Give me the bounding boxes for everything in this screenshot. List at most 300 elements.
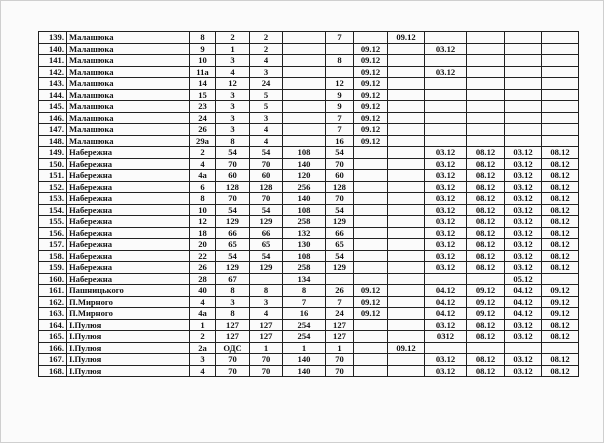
row-number-cell: 148. — [39, 135, 67, 147]
street-name-cell: І.Пулюя — [67, 354, 190, 366]
value-1-cell: 8 — [216, 135, 250, 147]
date-3-cell: 04.12 — [425, 296, 467, 308]
date-4-cell: 08.12 — [467, 170, 505, 182]
value-3-cell: 130 — [283, 239, 326, 251]
street-name-cell: Малашюка — [67, 32, 190, 44]
table-row — [39, 78, 579, 90]
date-6-cell: 08.12 — [542, 331, 579, 343]
table-row — [39, 331, 579, 343]
value-4-cell: 54 — [326, 204, 354, 216]
date-1-cell: 09.12 — [354, 135, 388, 147]
value-1-cell: 3 — [216, 296, 250, 308]
date-3-cell — [425, 112, 467, 124]
value-4-cell: 1 — [326, 342, 354, 354]
date-4-cell: 08.12 — [467, 147, 505, 159]
value-3-cell — [283, 55, 326, 67]
date-2-cell — [388, 124, 425, 136]
value-4-cell: 16 — [326, 135, 354, 147]
street-name-cell: І.Пулюя — [67, 319, 190, 331]
date-5-cell — [505, 89, 542, 101]
row-number-cell: 155. — [39, 216, 67, 228]
date-3-cell: 03.12 — [425, 250, 467, 262]
date-3-cell: 0312 — [425, 331, 467, 343]
value-3-cell: 258 — [283, 262, 326, 274]
date-3-cell: 03.12 — [425, 147, 467, 159]
date-1-cell — [354, 32, 388, 44]
date-6-cell — [542, 112, 579, 124]
date-2-cell — [388, 273, 425, 285]
date-2-cell — [388, 170, 425, 182]
value-1-cell: 3 — [216, 89, 250, 101]
date-6-cell — [542, 101, 579, 113]
date-3-cell: 03.12 — [425, 365, 467, 377]
date-3-cell — [425, 55, 467, 67]
value-4-cell — [326, 66, 354, 78]
date-1-cell — [354, 273, 388, 285]
value-1-cell: 12 — [216, 78, 250, 90]
house-number-cell: 10 — [190, 55, 216, 67]
value-1-cell: 54 — [216, 250, 250, 262]
date-3-cell: 03.12 — [425, 216, 467, 228]
date-2-cell — [388, 78, 425, 90]
street-name-cell: Набережна — [67, 262, 190, 274]
value-4-cell: 9 — [326, 101, 354, 113]
date-2-cell — [388, 193, 425, 205]
row-number-cell: 151. — [39, 170, 67, 182]
street-name-cell: П.Мирного — [67, 296, 190, 308]
date-5-cell — [505, 55, 542, 67]
street-name-cell: Набережна — [67, 147, 190, 159]
value-4-cell: 129 — [326, 216, 354, 228]
table-row — [39, 66, 579, 78]
value-2-cell: 3 — [250, 112, 283, 124]
value-4-cell — [326, 43, 354, 55]
value-2-cell: 3 — [250, 66, 283, 78]
value-1-cell: 70 — [216, 354, 250, 366]
date-5-cell: 03.12 — [505, 204, 542, 216]
table-row — [39, 158, 579, 170]
date-1-cell: 09.12 — [354, 112, 388, 124]
date-2-cell — [388, 43, 425, 55]
date-3-cell — [425, 135, 467, 147]
value-1-cell: 67 — [216, 273, 250, 285]
value-1-cell: 8 — [216, 308, 250, 320]
date-4-cell — [467, 32, 505, 44]
house-number-cell: 29а — [190, 135, 216, 147]
table-row — [39, 285, 579, 297]
date-1-cell — [354, 262, 388, 274]
date-6-cell: 08.12 — [542, 262, 579, 274]
value-2-cell: 127 — [250, 319, 283, 331]
date-3-cell: 03.12 — [425, 227, 467, 239]
date-4-cell: 08.12 — [467, 319, 505, 331]
date-2-cell — [388, 308, 425, 320]
house-number-cell: 18 — [190, 227, 216, 239]
date-2-cell — [388, 204, 425, 216]
value-2-cell: 54 — [250, 204, 283, 216]
row-number-cell: 142. — [39, 66, 67, 78]
value-1-cell: 70 — [216, 365, 250, 377]
row-number-cell: 141. — [39, 55, 67, 67]
date-2-cell — [388, 365, 425, 377]
street-name-cell: Малашюка — [67, 43, 190, 55]
date-3-cell: 03.12 — [425, 319, 467, 331]
value-2-cell: 70 — [250, 354, 283, 366]
row-number-cell: 167. — [39, 354, 67, 366]
value-4-cell: 7 — [326, 32, 354, 44]
value-3-cell — [283, 89, 326, 101]
row-number-cell: 158. — [39, 250, 67, 262]
date-6-cell: 08.12 — [542, 158, 579, 170]
date-2-cell — [388, 354, 425, 366]
date-5-cell — [505, 112, 542, 124]
value-2-cell: 65 — [250, 239, 283, 251]
table-row — [39, 354, 579, 366]
date-3-cell: 03.12 — [425, 181, 467, 193]
street-name-cell: Набережна — [67, 273, 190, 285]
date-3-cell: 03.12 — [425, 204, 467, 216]
row-number-cell: 146. — [39, 112, 67, 124]
date-1-cell: 09.12 — [354, 55, 388, 67]
date-4-cell — [467, 112, 505, 124]
street-name-cell: Набережна — [67, 204, 190, 216]
value-2-cell: 70 — [250, 193, 283, 205]
date-4-cell — [467, 342, 505, 354]
date-1-cell: 09.12 — [354, 78, 388, 90]
house-number-cell: 26 — [190, 124, 216, 136]
value-4-cell: 70 — [326, 354, 354, 366]
date-4-cell — [467, 273, 505, 285]
date-5-cell — [505, 101, 542, 113]
date-2-cell: 09.12 — [388, 342, 425, 354]
value-3-cell: 108 — [283, 204, 326, 216]
table-row — [39, 308, 579, 320]
date-3-cell — [425, 32, 467, 44]
date-6-cell — [542, 55, 579, 67]
schedule-table — [38, 31, 579, 377]
value-1-cell: 4 — [216, 66, 250, 78]
date-6-cell — [542, 273, 579, 285]
street-name-cell: Малашюка — [67, 135, 190, 147]
value-4-cell: 9 — [326, 89, 354, 101]
value-2-cell: 54 — [250, 147, 283, 159]
street-name-cell: Набережна — [67, 193, 190, 205]
date-3-cell: 03.12 — [425, 239, 467, 251]
row-number-cell: 165. — [39, 331, 67, 343]
value-3-cell: 120 — [283, 170, 326, 182]
value-4-cell: 60 — [326, 170, 354, 182]
value-4-cell: 12 — [326, 78, 354, 90]
table-row — [39, 204, 579, 216]
value-1-cell: ОДС — [216, 342, 250, 354]
date-1-cell — [354, 250, 388, 262]
date-3-cell — [425, 124, 467, 136]
value-3-cell — [283, 43, 326, 55]
date-6-cell — [542, 32, 579, 44]
value-2-cell: 8 — [250, 285, 283, 297]
date-3-cell — [425, 273, 467, 285]
value-2-cell: 70 — [250, 365, 283, 377]
value-1-cell: 127 — [216, 319, 250, 331]
date-1-cell: 09.12 — [354, 101, 388, 113]
street-name-cell: Набережна — [67, 216, 190, 228]
date-4-cell: 08.12 — [467, 331, 505, 343]
date-4-cell — [467, 135, 505, 147]
value-3-cell: 108 — [283, 250, 326, 262]
street-name-cell: Набережна — [67, 170, 190, 182]
house-number-cell: 23 — [190, 101, 216, 113]
house-number-cell: 3 — [190, 354, 216, 366]
table-row — [39, 43, 579, 55]
value-4-cell: 7 — [326, 112, 354, 124]
date-4-cell — [467, 124, 505, 136]
value-1-cell: 3 — [216, 55, 250, 67]
value-3-cell: 140 — [283, 193, 326, 205]
date-1-cell: 09.12 — [354, 296, 388, 308]
date-2-cell: 09.12 — [388, 32, 425, 44]
date-6-cell: 09.12 — [542, 285, 579, 297]
row-number-cell: 160. — [39, 273, 67, 285]
street-name-cell: П.Мирного — [67, 308, 190, 320]
street-name-cell: Малашюка — [67, 89, 190, 101]
value-1-cell: 54 — [216, 147, 250, 159]
date-3-cell: 03.12 — [425, 66, 467, 78]
value-1-cell: 1 — [216, 43, 250, 55]
date-2-cell — [388, 250, 425, 262]
table-row — [39, 112, 579, 124]
street-name-cell: Набережна — [67, 227, 190, 239]
value-2-cell: 4 — [250, 124, 283, 136]
table-row — [39, 250, 579, 262]
row-number-cell: 159. — [39, 262, 67, 274]
date-4-cell: 08.12 — [467, 239, 505, 251]
date-6-cell: 09.12 — [542, 308, 579, 320]
date-4-cell — [467, 66, 505, 78]
table-row — [39, 181, 579, 193]
date-1-cell — [354, 342, 388, 354]
date-2-cell — [388, 216, 425, 228]
value-3-cell: 256 — [283, 181, 326, 193]
date-3-cell: 03.12 — [425, 193, 467, 205]
date-3-cell — [425, 89, 467, 101]
value-3-cell: 108 — [283, 147, 326, 159]
value-3-cell: 140 — [283, 354, 326, 366]
date-5-cell: 03.12 — [505, 170, 542, 182]
value-3-cell: 140 — [283, 365, 326, 377]
table-row — [39, 262, 579, 274]
value-1-cell: 2 — [216, 32, 250, 44]
value-1-cell: 128 — [216, 181, 250, 193]
date-4-cell: 09.12 — [467, 296, 505, 308]
value-3-cell: 132 — [283, 227, 326, 239]
house-number-cell: 4 — [190, 296, 216, 308]
value-4-cell: 129 — [326, 262, 354, 274]
date-4-cell: 08.12 — [467, 250, 505, 262]
date-4-cell: 08.12 — [467, 365, 505, 377]
street-name-cell: Набережна — [67, 158, 190, 170]
value-1-cell: 66 — [216, 227, 250, 239]
value-4-cell: 7 — [326, 296, 354, 308]
house-number-cell: 2 — [190, 147, 216, 159]
date-2-cell — [388, 147, 425, 159]
date-1-cell — [354, 147, 388, 159]
date-5-cell: 03.12 — [505, 331, 542, 343]
table-row — [39, 32, 579, 44]
row-number-cell: 145. — [39, 101, 67, 113]
date-5-cell: 03.12 — [505, 250, 542, 262]
row-number-cell: 152. — [39, 181, 67, 193]
value-4-cell: 7 — [326, 124, 354, 136]
value-2-cell: 54 — [250, 250, 283, 262]
date-6-cell — [542, 43, 579, 55]
value-3-cell: 1 — [283, 342, 326, 354]
value-1-cell: 3 — [216, 112, 250, 124]
date-3-cell — [425, 78, 467, 90]
house-number-cell: 2а — [190, 342, 216, 354]
street-name-cell: Набережна — [67, 181, 190, 193]
table-row — [39, 319, 579, 331]
date-6-cell — [542, 78, 579, 90]
date-6-cell: 08.12 — [542, 204, 579, 216]
value-4-cell: 127 — [326, 331, 354, 343]
table-row — [39, 124, 579, 136]
row-number-cell: 166. — [39, 342, 67, 354]
value-1-cell: 3 — [216, 124, 250, 136]
row-number-cell: 154. — [39, 204, 67, 216]
value-4-cell: 66 — [326, 227, 354, 239]
date-4-cell: 09.12 — [467, 285, 505, 297]
row-number-cell: 147. — [39, 124, 67, 136]
row-number-cell: 161. — [39, 285, 67, 297]
house-number-cell: 10 — [190, 204, 216, 216]
date-1-cell — [354, 227, 388, 239]
date-5-cell: 03.12 — [505, 262, 542, 274]
date-2-cell — [388, 89, 425, 101]
value-1-cell: 127 — [216, 331, 250, 343]
street-name-cell: Малашюка — [67, 124, 190, 136]
date-5-cell: 03.12 — [505, 227, 542, 239]
house-number-cell: 6 — [190, 181, 216, 193]
value-4-cell: 8 — [326, 55, 354, 67]
table-row — [39, 296, 579, 308]
date-5-cell: 03.12 — [505, 158, 542, 170]
date-2-cell — [388, 319, 425, 331]
value-4-cell: 70 — [326, 158, 354, 170]
street-name-cell: Набережна — [67, 250, 190, 262]
value-2-cell — [250, 273, 283, 285]
street-name-cell: І.Пулюя — [67, 331, 190, 343]
value-4-cell: 128 — [326, 181, 354, 193]
row-number-cell: 149. — [39, 147, 67, 159]
date-4-cell — [467, 55, 505, 67]
row-number-cell: 150. — [39, 158, 67, 170]
house-number-cell: 9 — [190, 43, 216, 55]
table-row — [39, 89, 579, 101]
date-6-cell: 08.12 — [542, 193, 579, 205]
date-2-cell — [388, 227, 425, 239]
street-name-cell: Пашницького — [67, 285, 190, 297]
row-number-cell: 143. — [39, 78, 67, 90]
date-2-cell — [388, 101, 425, 113]
date-6-cell: 08.12 — [542, 181, 579, 193]
table-row — [39, 227, 579, 239]
date-3-cell — [425, 342, 467, 354]
house-number-cell: 1 — [190, 319, 216, 331]
date-4-cell — [467, 89, 505, 101]
value-3-cell: 7 — [283, 296, 326, 308]
table-row — [39, 239, 579, 251]
row-number-cell: 139. — [39, 32, 67, 44]
row-number-cell: 140. — [39, 43, 67, 55]
date-6-cell — [542, 66, 579, 78]
date-2-cell — [388, 158, 425, 170]
value-1-cell: 60 — [216, 170, 250, 182]
date-4-cell — [467, 78, 505, 90]
value-4-cell: 70 — [326, 365, 354, 377]
table-row — [39, 170, 579, 182]
date-5-cell — [505, 342, 542, 354]
date-3-cell: 03.12 — [425, 43, 467, 55]
date-6-cell: 08.12 — [542, 216, 579, 228]
street-name-cell: І.Пулюя — [67, 365, 190, 377]
value-2-cell: 1 — [250, 342, 283, 354]
value-4-cell: 54 — [326, 250, 354, 262]
value-2-cell: 2 — [250, 43, 283, 55]
value-4-cell: 24 — [326, 308, 354, 320]
house-number-cell: 28 — [190, 273, 216, 285]
date-6-cell — [542, 124, 579, 136]
value-1-cell: 65 — [216, 239, 250, 251]
table-row — [39, 101, 579, 113]
date-5-cell: 03.12 — [505, 319, 542, 331]
row-number-cell: 157. — [39, 239, 67, 251]
value-2-cell: 129 — [250, 216, 283, 228]
date-1-cell: 09.12 — [354, 124, 388, 136]
value-3-cell: 140 — [283, 158, 326, 170]
value-2-cell: 70 — [250, 158, 283, 170]
date-2-cell — [388, 55, 425, 67]
value-1-cell: 3 — [216, 101, 250, 113]
date-1-cell — [354, 204, 388, 216]
date-3-cell: 03.12 — [425, 354, 467, 366]
date-2-cell — [388, 239, 425, 251]
value-2-cell: 4 — [250, 308, 283, 320]
value-1-cell: 54 — [216, 204, 250, 216]
date-2-cell — [388, 331, 425, 343]
date-6-cell — [542, 342, 579, 354]
value-2-cell: 4 — [250, 135, 283, 147]
date-1-cell — [354, 365, 388, 377]
row-number-cell: 163. — [39, 308, 67, 320]
date-6-cell: 08.12 — [542, 239, 579, 251]
date-6-cell: 08.12 — [542, 227, 579, 239]
date-5-cell — [505, 43, 542, 55]
date-4-cell: 08.12 — [467, 181, 505, 193]
date-5-cell: 04.12 — [505, 285, 542, 297]
date-6-cell: 09.12 — [542, 296, 579, 308]
row-number-cell: 162. — [39, 296, 67, 308]
date-3-cell: 03.12 — [425, 158, 467, 170]
value-4-cell: 127 — [326, 319, 354, 331]
street-name-cell: Малашюка — [67, 66, 190, 78]
value-1-cell: 70 — [216, 193, 250, 205]
value-4-cell: 65 — [326, 239, 354, 251]
date-4-cell: 08.12 — [467, 262, 505, 274]
row-number-cell: 164. — [39, 319, 67, 331]
value-3-cell: 8 — [283, 285, 326, 297]
date-4-cell: 08.12 — [467, 227, 505, 239]
table-row — [39, 216, 579, 228]
